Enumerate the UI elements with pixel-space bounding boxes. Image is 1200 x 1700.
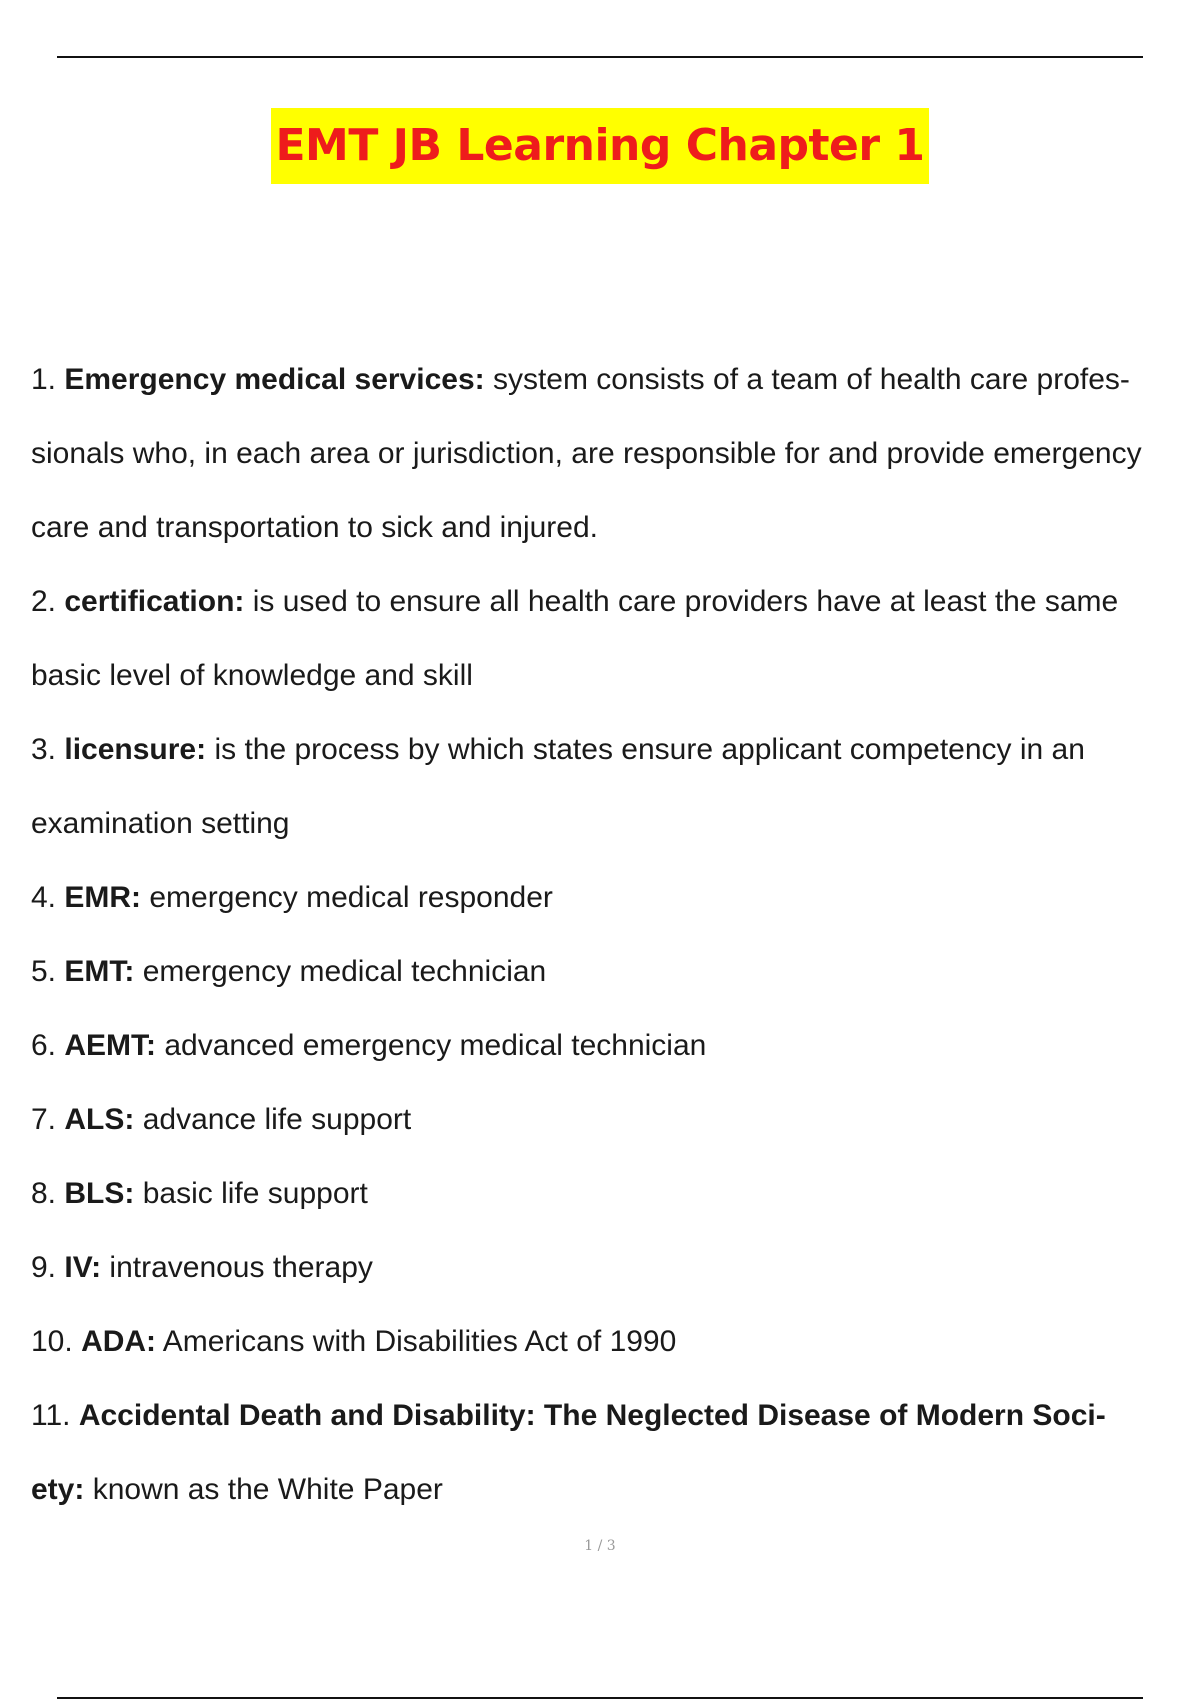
list-item: [31, 935, 1200, 1009]
list-item: [31, 1009, 1200, 1083]
item-definition: emergency medical responder: [141, 881, 553, 914]
item-number: 5.: [31, 955, 57, 988]
item-term: EMT:: [64, 955, 135, 988]
header-rule: [57, 56, 1143, 58]
item-number: 6.: [31, 1029, 57, 1062]
item-definition: Americans with Disabilities Act of 1990: [156, 1325, 677, 1358]
item-definition: is the process by which states ensure applicant competency in an: [206, 733, 1085, 766]
item-line: [31, 1453, 1200, 1527]
list-item: [31, 1083, 1200, 1157]
item-line: [31, 565, 1200, 639]
item-line: basic level of knowledge and skill: [31, 659, 473, 692]
item-term: ety:: [31, 1473, 85, 1506]
item-definition: advance life support: [134, 1103, 412, 1136]
item-line: care and transportation to sick and injured.: [31, 511, 598, 544]
list-item: [31, 861, 1200, 935]
page-title: EMT JB Learning Chapter 1: [271, 108, 928, 184]
list-item: [31, 343, 1200, 565]
page-number: 1 / 3: [584, 1538, 616, 1554]
item-number: 11.: [31, 1399, 71, 1432]
item-line: examination setting: [31, 807, 290, 840]
item-term: Emergency medical services:: [64, 363, 485, 396]
item-number: 3.: [31, 733, 57, 766]
list-item: [31, 1231, 1200, 1305]
list-item: [31, 1379, 1200, 1527]
list-item: [31, 1157, 1200, 1231]
item-term: EMR:: [64, 881, 142, 914]
item-definition: basic life support: [134, 1177, 368, 1210]
item-term: Accidental Death and Disability: The Neglected Disease of Modern Soci-: [78, 1399, 1106, 1432]
item-term: ALS:: [64, 1103, 135, 1136]
item-line: [31, 861, 1200, 935]
item-definition: advanced emergency medical technician: [156, 1029, 707, 1062]
item-term: IV:: [64, 1251, 102, 1284]
item-term: certification:: [64, 585, 245, 618]
item-line: [31, 713, 1200, 787]
item-line: [31, 1157, 1200, 1231]
list-item: [31, 713, 1200, 861]
item-line: [31, 343, 1200, 417]
item-line: [31, 1379, 1200, 1453]
footer-rule: [57, 1697, 1143, 1699]
item-term: licensure:: [64, 733, 207, 766]
item-term: ADA:: [81, 1325, 157, 1358]
definition-list: [31, 343, 1200, 1527]
list-item: [31, 565, 1200, 713]
item-number: 4.: [31, 881, 57, 914]
item-definition: system consists of a team of health care profes-: [484, 363, 1130, 396]
item-definition: intravenous therapy: [101, 1251, 373, 1284]
item-term: AEMT:: [64, 1029, 157, 1062]
item-number: 8.: [31, 1177, 57, 1210]
item-line: [31, 935, 1200, 1009]
list-item: [31, 1305, 1200, 1379]
item-line: sionals who, in each area or jurisdiction, are responsible for and provide emergency: [31, 437, 1142, 470]
item-definition: known as the White Paper: [84, 1473, 443, 1506]
item-definition: is used to ensure all health care providers have at least the same: [244, 585, 1119, 618]
item-term: BLS:: [64, 1177, 135, 1210]
item-number: 1.: [31, 363, 57, 396]
title-container: [0, 108, 1200, 184]
item-number: 9.: [31, 1251, 57, 1284]
item-line: [31, 1305, 1200, 1379]
item-line: [31, 1083, 1200, 1157]
item-number: 2.: [31, 585, 57, 618]
item-line: [31, 1009, 1200, 1083]
item-number: 10.: [31, 1325, 73, 1358]
item-line: [31, 1231, 1200, 1305]
item-definition: emergency medical technician: [134, 955, 547, 988]
item-number: 7.: [31, 1103, 57, 1136]
